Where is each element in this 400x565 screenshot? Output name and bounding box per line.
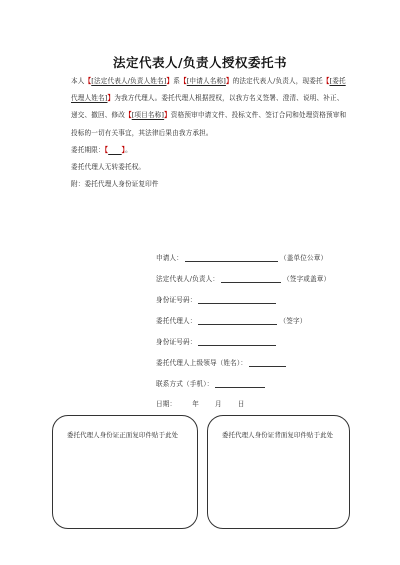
- contact-label: 联系方式（手机）：: [156, 380, 214, 388]
- bracket-open: 【: [124, 111, 132, 120]
- agent-blank[interactable]: [198, 316, 277, 325]
- text-self: 本人: [71, 77, 85, 85]
- bracket-close: 】: [107, 94, 115, 103]
- id-number-row-1: [156, 294, 278, 304]
- term-line: [58, 142, 348, 159]
- legal-rep-name-field[interactable]: [法定代表人/负责人姓名]: [91, 77, 167, 85]
- contact-blank[interactable]: [215, 379, 265, 388]
- bracket-open: 【: [322, 77, 330, 85]
- text-is: 系: [173, 77, 181, 85]
- id-back-copy-box[interactable]: [207, 415, 350, 529]
- id-front-copy-label: 委托代理人身份证正面复印件贴于此处: [67, 431, 179, 439]
- term-field[interactable]: [108, 146, 122, 154]
- id-blank-1[interactable]: [198, 295, 276, 304]
- legal-rep-label: 法定代表人/负责人：: [156, 275, 220, 283]
- applicant-name-field[interactable]: [申请人名称]: [186, 77, 226, 85]
- agent-signature-row: [156, 315, 306, 325]
- legal-rep-signature-row: [156, 273, 330, 283]
- leader-row: [156, 357, 288, 367]
- id-number-row-2: [156, 336, 278, 346]
- no-transfer-line: 委托代理人无转委托权。: [71, 163, 146, 172]
- date-day[interactable]: 日: [237, 400, 245, 408]
- date-month[interactable]: 月: [214, 400, 222, 408]
- bracket-close: 】: [164, 111, 171, 120]
- id-label-2: 身份证号码：: [156, 338, 197, 346]
- legal-rep-blank[interactable]: [221, 274, 281, 283]
- applicant-signature-row: [156, 252, 327, 262]
- applicant-blank[interactable]: [185, 253, 278, 262]
- attachment-line: 附：委托代理人身份证复印件: [71, 180, 159, 189]
- date-year[interactable]: 年: [192, 400, 199, 408]
- bracket-close: 】: [225, 77, 233, 85]
- bracket-close: 】: [166, 77, 174, 85]
- authorization-paragraph: [58, 73, 348, 142]
- agent-note: （签字）: [279, 317, 307, 325]
- text-powers: 为我方代理人。委托代理人根据授权，以我方名义签署、澄清、说明、补正、递交、撤回、修改: [71, 94, 344, 120]
- date-label: 日期：: [156, 400, 177, 408]
- agent-name-field[interactable]: [委托代理人姓名]: [71, 77, 346, 103]
- legal-rep-note: （签字或盖章）: [283, 275, 331, 283]
- bracket-open: 【: [84, 77, 92, 85]
- applicant-label: 申请人：: [156, 254, 183, 262]
- bracket-open: 【: [104, 145, 109, 154]
- contact-row: [156, 378, 267, 388]
- id-blank-2[interactable]: [198, 337, 276, 346]
- agent-label: 委托代理人：: [156, 317, 197, 325]
- leader-blank[interactable]: [249, 358, 286, 367]
- bracket-close: 】: [121, 145, 126, 154]
- id-back-copy-label: 委托代理人身份证背面复印件贴于此处: [222, 431, 334, 439]
- id-front-copy-box[interactable]: [52, 415, 198, 529]
- project-name-field[interactable]: [项目名称]: [131, 111, 165, 120]
- bracket-open: 【: [180, 77, 187, 85]
- leader-label: 委托代理人上级领导（姓名）：: [156, 359, 248, 367]
- applicant-note: （盖单位公章）: [279, 254, 328, 262]
- text-scope: 资格预审申请文件、投标文件、签订合同和处理资格预审和投标的一切有关事宜，其法律后果由我方承担。: [71, 111, 347, 137]
- text-delegate: 的法定代表人/负责人，现委托: [232, 77, 323, 85]
- term-end: 。: [125, 145, 132, 154]
- date-row: [156, 398, 260, 408]
- document-title: 法定代表人/负责人授权委托书: [112, 55, 288, 70]
- id-label-1: 身份证号码：: [156, 296, 197, 304]
- authorization-body: [58, 73, 348, 193]
- term-label: 委托期限：: [71, 145, 105, 154]
